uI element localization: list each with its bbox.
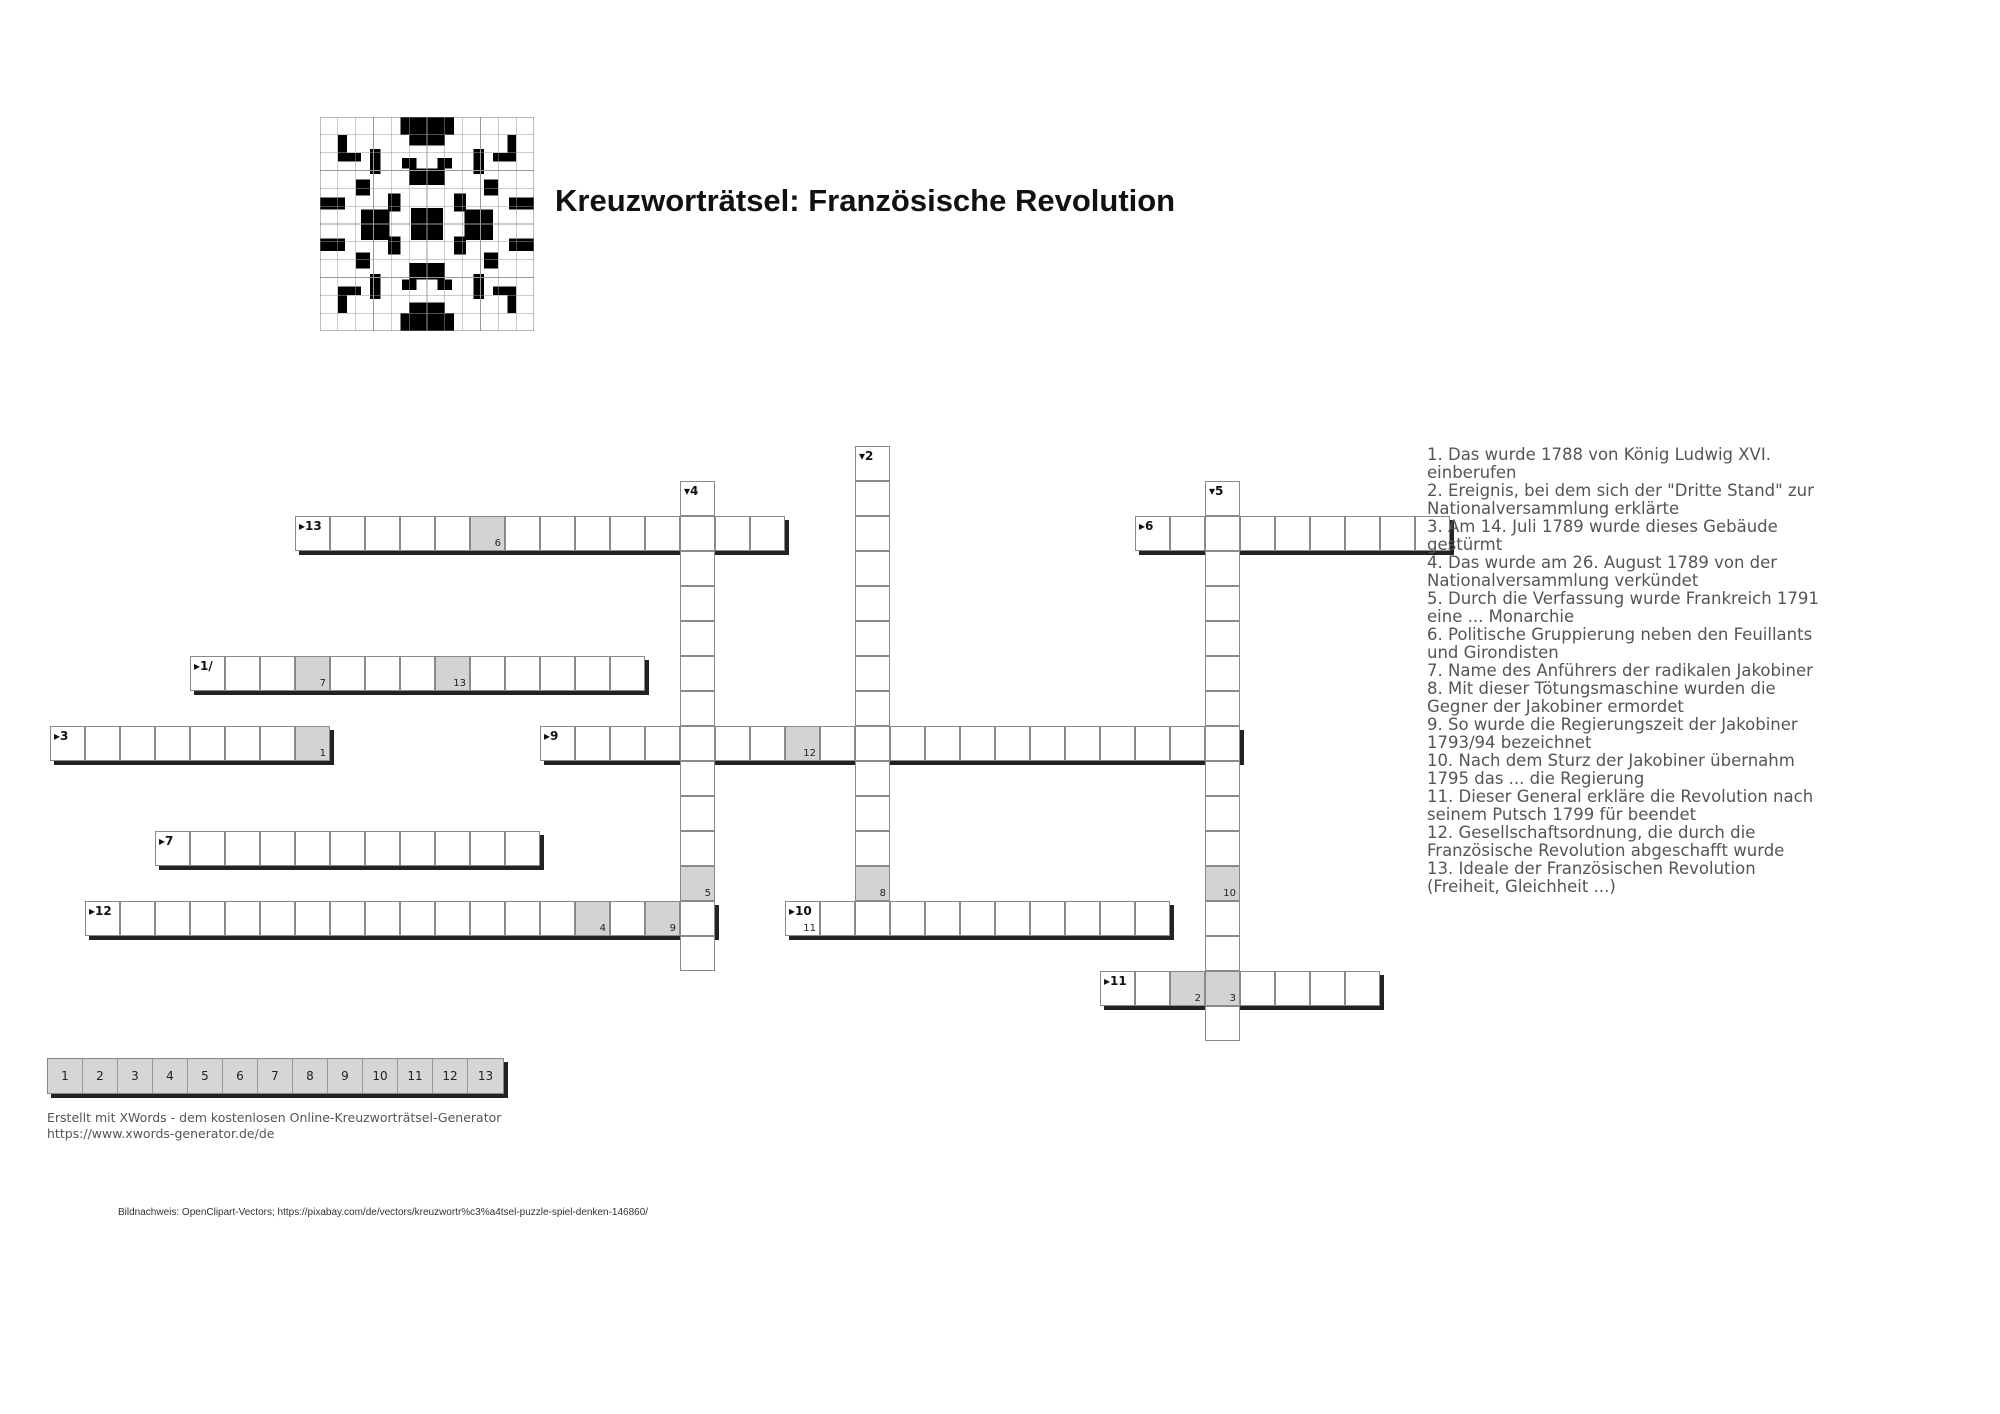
grid-cell[interactable] [1205, 796, 1240, 831]
grid-cell[interactable] [680, 936, 715, 971]
clue-4: 4. Das wurde am 26. August 1789 von der Nationalversammlung verkündet [1427, 553, 1778, 590]
clue-number-label: ▾5 [1209, 484, 1224, 498]
grid-cell[interactable] [1135, 726, 1170, 761]
solution-cell[interactable]: 8 [293, 1059, 328, 1093]
solution-row [47, 1058, 504, 1094]
solution-cell[interactable]: 4 [153, 1059, 188, 1093]
grid-cell[interactable] [330, 656, 365, 691]
clue-number-label: ▾4 [684, 484, 699, 498]
grid-cell[interactable] [610, 726, 645, 761]
grid-cell[interactable] [365, 831, 400, 866]
grid-cell[interactable] [1205, 831, 1240, 866]
word-shadow [544, 761, 1244, 765]
solution-letter-number: 3 [1229, 993, 1236, 1004]
word-shadow [89, 936, 719, 940]
grid-cell[interactable] [715, 516, 750, 551]
grid-cell[interactable] [610, 901, 645, 936]
grid-cell[interactable] [1100, 726, 1135, 761]
solution-letter-number: 4 [599, 923, 606, 934]
grid-cell[interactable] [680, 761, 715, 796]
grid-cell[interactable] [820, 901, 855, 936]
grid-cell[interactable] [1205, 1006, 1240, 1041]
grid-cell[interactable] [120, 726, 155, 761]
grid-cell[interactable] [855, 831, 890, 866]
grid-cell[interactable] [575, 726, 610, 761]
grid-cell[interactable] [50, 726, 85, 761]
grid-cell[interactable] [995, 901, 1030, 936]
grid-cell[interactable] [1345, 971, 1380, 1006]
grid-cell[interactable] [1205, 936, 1240, 971]
grid-cell[interactable] [260, 901, 295, 936]
clue-1: 1. Das wurde 1788 von König Ludwig XVI. einberufen [1427, 445, 1771, 482]
grid-cell[interactable] [750, 516, 785, 551]
grid-cell[interactable] [855, 656, 890, 691]
clue-9: 9. So wurde die Regierungszeit der Jakobiner 1793/94 bezeichnet [1427, 715, 1798, 752]
grid-cell[interactable] [925, 726, 960, 761]
clue-10: 10. Nach dem Sturz der Jakobiner übernahm 1795 das ... die Regierung [1427, 751, 1795, 788]
grid-cell[interactable] [1205, 901, 1240, 936]
grid-cell[interactable] [435, 656, 470, 691]
grid-cell[interactable] [190, 831, 225, 866]
word-shadow [1104, 1006, 1384, 1010]
solution-letter-number: 10 [1223, 888, 1236, 899]
solution-letter-number: 12 [803, 748, 816, 759]
grid-cell[interactable] [855, 726, 890, 761]
word-shadow [194, 691, 649, 695]
grid-cell[interactable] [610, 516, 645, 551]
solution-cell[interactable]: 11 [398, 1059, 433, 1093]
grid-cell[interactable] [330, 901, 365, 936]
grid-cell[interactable] [1170, 516, 1205, 551]
grid-cell[interactable] [400, 516, 435, 551]
solution-letter-number: 7 [319, 678, 326, 689]
word-shadow [1139, 551, 1454, 555]
solution-letter-number: 2 [1194, 993, 1201, 1004]
grid-cell[interactable] [225, 831, 260, 866]
word-shadow [715, 905, 719, 940]
clue-number-label: ▸13 [299, 519, 322, 533]
grid-cell[interactable] [400, 831, 435, 866]
grid-cell[interactable] [960, 901, 995, 936]
grid-cell[interactable] [1170, 971, 1205, 1006]
clue-8: 8. Mit dieser Tötungsmaschine wurden die Gegner der Jakobiner ermordet [1427, 679, 1776, 716]
grid-cell[interactable] [680, 866, 715, 901]
grid-cell[interactable] [750, 726, 785, 761]
grid-cell[interactable] [365, 516, 400, 551]
grid-cell[interactable] [190, 656, 225, 691]
grid-cell[interactable] [435, 901, 470, 936]
grid-cell[interactable] [190, 901, 225, 936]
grid-cell[interactable] [225, 726, 260, 761]
clue-number-label: ▸10 [789, 904, 812, 918]
grid-cell[interactable] [645, 516, 680, 551]
grid-cell[interactable] [1205, 866, 1240, 901]
word-shadow [299, 551, 789, 555]
grid-cell[interactable] [1030, 726, 1065, 761]
word-shadow [159, 866, 544, 870]
grid-cell[interactable] [995, 726, 1030, 761]
grid-cell[interactable] [1205, 551, 1240, 586]
grid-cell[interactable] [855, 796, 890, 831]
grid-cell[interactable] [855, 516, 890, 551]
grid-cell[interactable] [1240, 516, 1275, 551]
grid-cell[interactable] [1380, 516, 1415, 551]
grid-cell[interactable] [1205, 621, 1240, 656]
generator-credit [47, 1110, 501, 1142]
grid-cell[interactable] [155, 831, 190, 866]
grid-cell[interactable] [1310, 971, 1345, 1006]
grid-cell[interactable] [1135, 971, 1170, 1006]
clue-13: 13. Ideale der Französischen Revolution (Freiheit, Gleichheit ...) [1427, 859, 1756, 896]
grid-cell[interactable] [680, 481, 715, 516]
grid-cell[interactable] [680, 796, 715, 831]
grid-cell[interactable] [505, 656, 540, 691]
clue-5: 5. Durch die Verfassung wurde Frankreich 1791 eine ... Monarchie [1427, 589, 1819, 626]
grid-cell[interactable] [855, 621, 890, 656]
grid-cell[interactable] [1205, 691, 1240, 726]
grid-cell[interactable] [785, 726, 820, 761]
grid-cell[interactable] [330, 516, 365, 551]
grid-cell[interactable] [1205, 761, 1240, 796]
solution-cell[interactable]: 12 [433, 1059, 468, 1093]
credit-line: Erstellt mit XWords - dem kostenlosen Online-Kreuzworträtsel-Generator [47, 1110, 502, 1125]
grid-cell[interactable] [85, 901, 120, 936]
grid-cell[interactable] [1275, 971, 1310, 1006]
grid-cell[interactable] [155, 901, 190, 936]
grid-cell[interactable] [1135, 901, 1170, 936]
solution-cell[interactable]: 7 [258, 1059, 293, 1093]
grid-cell[interactable] [1345, 516, 1380, 551]
grid-cell[interactable] [330, 831, 365, 866]
solution-cell[interactable]: 6 [223, 1059, 258, 1093]
grid-cell[interactable] [1135, 516, 1170, 551]
grid-cell[interactable] [435, 516, 470, 551]
grid-cell[interactable] [505, 516, 540, 551]
clue-number-label: ▸6 [1139, 519, 1154, 533]
clue-number-label: ▸7 [159, 834, 174, 848]
word-shadow [1240, 730, 1244, 765]
grid-cell[interactable] [470, 516, 505, 551]
word-shadow [540, 835, 544, 870]
grid-cell[interactable] [1205, 656, 1240, 691]
clue-number-label: ▸3 [54, 729, 69, 743]
word-shadow [54, 761, 334, 765]
grid-cell[interactable] [295, 516, 330, 551]
grid-cell[interactable] [680, 691, 715, 726]
grid-cell[interactable] [295, 726, 330, 761]
grid-cell[interactable] [260, 831, 295, 866]
solution-letter-number: 13 [453, 678, 466, 689]
grid-cell[interactable] [155, 726, 190, 761]
grid-cell[interactable] [190, 726, 225, 761]
clue-number-label: ▸12 [89, 904, 112, 918]
word-shadow [1380, 975, 1384, 1010]
grid-cell[interactable] [540, 516, 575, 551]
solution-letter-number: 6 [494, 538, 501, 549]
grid-cell[interactable] [575, 901, 610, 936]
solution-cell[interactable]: 5 [188, 1059, 223, 1093]
clue-12: 12. Gesellschaftsordnung, die durch die Französische Revolution abgeschafft wurde [1427, 823, 1785, 860]
solution-letter-number: 5 [704, 888, 711, 899]
clue-2: 2. Ereignis, bei dem sich der "Dritte Stand" zur Nationalversammlung erklärte [1427, 481, 1814, 518]
grid-cell[interactable] [890, 901, 925, 936]
clue-number-label: ▸9 [544, 729, 559, 743]
grid-cell[interactable] [855, 551, 890, 586]
grid-cell[interactable] [715, 726, 750, 761]
grid-cell[interactable] [540, 726, 575, 761]
grid-cell[interactable] [645, 726, 680, 761]
grid-cell[interactable] [400, 901, 435, 936]
grid-cell[interactable] [1205, 516, 1240, 551]
image-credit: Bildnachweis: OpenClipart-Vectors; https://pixabay.com/de/vectors/kreuzwortr%c3%a4tsel-puzzle-spiel-denken-146860/ [118, 1207, 649, 1218]
solution-cell[interactable]: 13 [468, 1059, 503, 1093]
grid-cell[interactable] [365, 901, 400, 936]
grid-cell[interactable] [260, 726, 295, 761]
word-shadow [645, 660, 649, 695]
grid-cell[interactable] [680, 551, 715, 586]
word-shadow [1170, 905, 1174, 940]
grid-cell[interactable] [680, 726, 715, 761]
clue-number-label: ▸1/ [194, 659, 213, 673]
solution-letter-number: 8 [879, 888, 886, 899]
solution-letter-number: 1 [319, 748, 326, 759]
grid-cell[interactable] [505, 831, 540, 866]
grid-cell[interactable] [1205, 726, 1240, 761]
clue-number-label: ▸11 [1104, 974, 1127, 988]
grid-cell[interactable] [260, 656, 295, 691]
page-title: Kreuzworträtsel: Französische Revolution [555, 183, 1176, 218]
grid-cell[interactable] [1205, 481, 1240, 516]
grid-cell[interactable] [1100, 971, 1135, 1006]
grid-cell[interactable] [225, 656, 260, 691]
clue-3: 3. Am 14. Juli 1789 wurde dieses Gebäude gestürmt [1427, 517, 1778, 554]
grid-cell[interactable] [540, 901, 575, 936]
grid-cell[interactable] [295, 831, 330, 866]
grid-cell[interactable] [1240, 971, 1275, 1006]
clue-number-label: ▾2 [859, 449, 874, 463]
clue-7: 7. Name des Anführers der radikalen Jakobiner [1427, 661, 1813, 680]
solution-cell[interactable]: 3 [118, 1059, 153, 1093]
grid-cell[interactable] [1205, 971, 1240, 1006]
solution-cell[interactable]: 10 [363, 1059, 398, 1093]
grid-cell[interactable] [855, 901, 890, 936]
grid-cell[interactable] [120, 901, 155, 936]
grid-cell[interactable] [890, 726, 925, 761]
grid-cell[interactable] [960, 726, 995, 761]
solution-letter-number: 11 [803, 923, 816, 934]
clue-6: 6. Politische Gruppierung neben den Feuillants und Girondisten [1427, 625, 1813, 662]
grid-cell[interactable] [1310, 516, 1345, 551]
grid-cell[interactable] [855, 866, 890, 901]
credit-url[interactable]: https://www.xwords-generator.de/de [47, 1126, 275, 1141]
word-shadow [330, 730, 334, 765]
grid-cell[interactable] [1065, 726, 1100, 761]
grid-cell[interactable] [540, 656, 575, 691]
solution-cell[interactable]: 9 [328, 1059, 363, 1093]
grid-cell[interactable] [855, 446, 890, 481]
grid-cell[interactable] [855, 586, 890, 621]
solution-cell[interactable]: 2 [83, 1059, 118, 1093]
grid-cell[interactable] [435, 831, 470, 866]
grid-cell[interactable] [575, 656, 610, 691]
grid-cell[interactable] [295, 901, 330, 936]
grid-cell[interactable] [1065, 901, 1100, 936]
grid-cell[interactable] [295, 656, 330, 691]
grid-cell[interactable] [470, 901, 505, 936]
grid-cell[interactable] [1275, 516, 1310, 551]
clue-list [1427, 446, 1827, 896]
solution-cell[interactable]: 1 [48, 1059, 83, 1093]
grid-cell[interactable] [680, 831, 715, 866]
grid-cell[interactable] [855, 481, 890, 516]
grid-cell[interactable] [610, 656, 645, 691]
grid-cell[interactable] [470, 831, 505, 866]
grid-cell[interactable] [925, 901, 960, 936]
grid-cell[interactable] [225, 901, 260, 936]
grid-cell[interactable] [820, 726, 855, 761]
grid-cell[interactable] [1030, 901, 1065, 936]
grid-cell[interactable] [1205, 586, 1240, 621]
grid-cell[interactable] [855, 691, 890, 726]
grid-cell[interactable] [785, 901, 820, 936]
grid-cell[interactable] [680, 621, 715, 656]
grid-cell[interactable] [1170, 726, 1205, 761]
grid-cell[interactable] [575, 516, 610, 551]
grid-cell[interactable] [680, 901, 715, 936]
grid-cell[interactable] [85, 726, 120, 761]
grid-cell[interactable] [1100, 901, 1135, 936]
grid-cell[interactable] [365, 656, 400, 691]
grid-cell[interactable] [645, 901, 680, 936]
grid-cell[interactable] [470, 656, 505, 691]
solution-letter-number: 9 [669, 923, 676, 934]
grid-cell[interactable] [680, 656, 715, 691]
grid-cell[interactable] [680, 516, 715, 551]
grid-cell[interactable] [505, 901, 540, 936]
grid-cell[interactable] [400, 656, 435, 691]
grid-cell[interactable] [855, 761, 890, 796]
word-shadow [785, 520, 789, 555]
word-shadow [789, 936, 1174, 940]
grid-cell[interactable] [680, 586, 715, 621]
clue-11: 11. Dieser General erkläre die Revolution nach seinem Putsch 1799 für beendet [1427, 787, 1814, 824]
